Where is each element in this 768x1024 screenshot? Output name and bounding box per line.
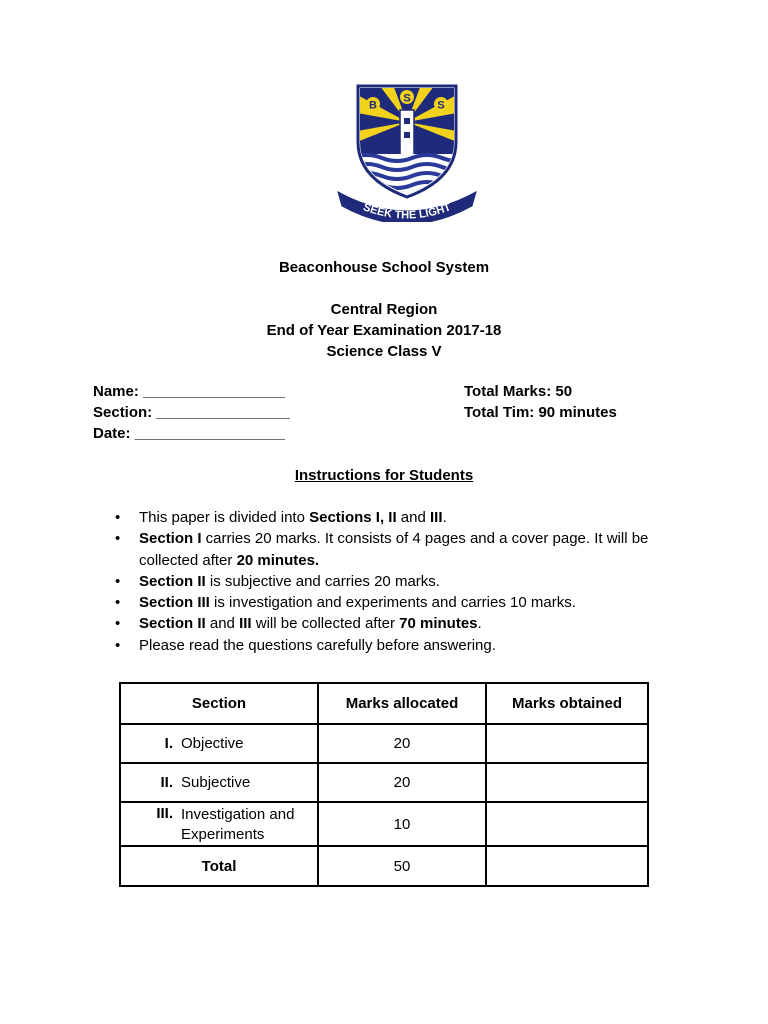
crest-letter-1: B [369,99,377,112]
header-section: Section [120,683,318,724]
instruction-text: . [477,615,482,633]
instruction-text: This paper is divided into [139,509,310,526]
date-field: Date: __________________ [93,425,285,442]
instruction-text: Please read the questions carefully before answering. [139,636,496,654]
total-allocated: 50 [318,846,486,886]
bullet-icon: • [115,509,121,526]
instruction-text: Section I [139,530,202,548]
instructions-list [111,507,681,656]
section-cell [120,724,318,763]
section-number: II. [160,774,173,791]
instruction-text: . [442,509,447,526]
instruction-item [111,592,681,613]
exam-title: End of Year Examination 2017-18 [266,322,502,339]
section-number: I. [164,735,173,752]
total-label: Total [120,846,318,886]
instruction-text: Sections I, II [309,509,397,526]
instruction-text: and [205,615,240,633]
bullet-icon: • [115,530,121,548]
region-name: Central Region [330,301,438,318]
crest-letter-3: S [437,99,445,112]
instruction-item [111,635,681,656]
bullet-icon: • [115,594,121,612]
section-label: Objective [181,735,244,752]
instruction-text: is investigation and experiments and carries 10 marks. [209,594,576,612]
table-row [120,763,648,802]
marks-obtained-cell [486,802,648,846]
section-label: Investigation and Experiments [181,805,295,843]
instruction-item [111,507,681,528]
marks-allocated-cell: 10 [318,802,486,846]
instruction-text: Section II [139,572,206,590]
marks-obtained-cell [486,763,648,802]
subject-title: Science Class V [326,343,442,360]
bullet-icon: • [115,636,121,654]
instruction-text: Section II [139,615,206,633]
bullet-icon: • [115,615,121,633]
table-row [120,724,648,763]
instruction-text: Section III [139,594,210,612]
instruction-text: III [430,509,443,526]
instruction-text: will be collected after [251,615,400,633]
school-name: Beaconhouse School System [278,259,490,276]
header-marks-allocated: Marks allocated [318,683,486,724]
total-obtained [486,846,648,886]
crest-letter-2: S [403,92,411,105]
total-time: Total Tim: 90 minutes [464,404,617,421]
instruction-text: 70 minutes [399,615,478,633]
instruction-item [111,528,681,571]
marks-table [119,682,649,887]
table-row [120,802,648,846]
section-cell [120,763,318,802]
section-number: III. [156,804,173,822]
name-field: Name: _________________ [93,383,285,400]
table-total-row [120,846,648,886]
instructions-title: Instructions for Students [294,467,474,484]
total-marks: Total Marks: 50 [464,383,573,400]
bullet-icon: • [115,572,121,590]
section-cell [120,802,318,846]
instruction-text: 20 minutes. [236,551,320,569]
section-field: Section: ________________ [93,404,290,421]
instruction-text: is subjective and carries 20 marks. [205,572,440,590]
marks-allocated-cell: 20 [318,763,486,802]
instruction-item [111,613,681,634]
marks-allocated-cell: 20 [318,724,486,763]
section-label: Subjective [181,774,251,791]
instruction-text: carries 20 marks. It consists of 4 pages and a cover page. It will be collected after [139,530,649,569]
crest-motto: SEEK THE LIGHT [361,201,453,222]
exam-heading [0,299,768,362]
school-crest-logo [332,82,482,222]
marks-obtained-cell [486,724,648,763]
instruction-item [111,571,681,592]
table-header-row [120,683,648,724]
instruction-text: and [396,509,430,526]
instruction-text: III [239,615,252,633]
header-marks-obtained: Marks obtained [486,683,648,724]
